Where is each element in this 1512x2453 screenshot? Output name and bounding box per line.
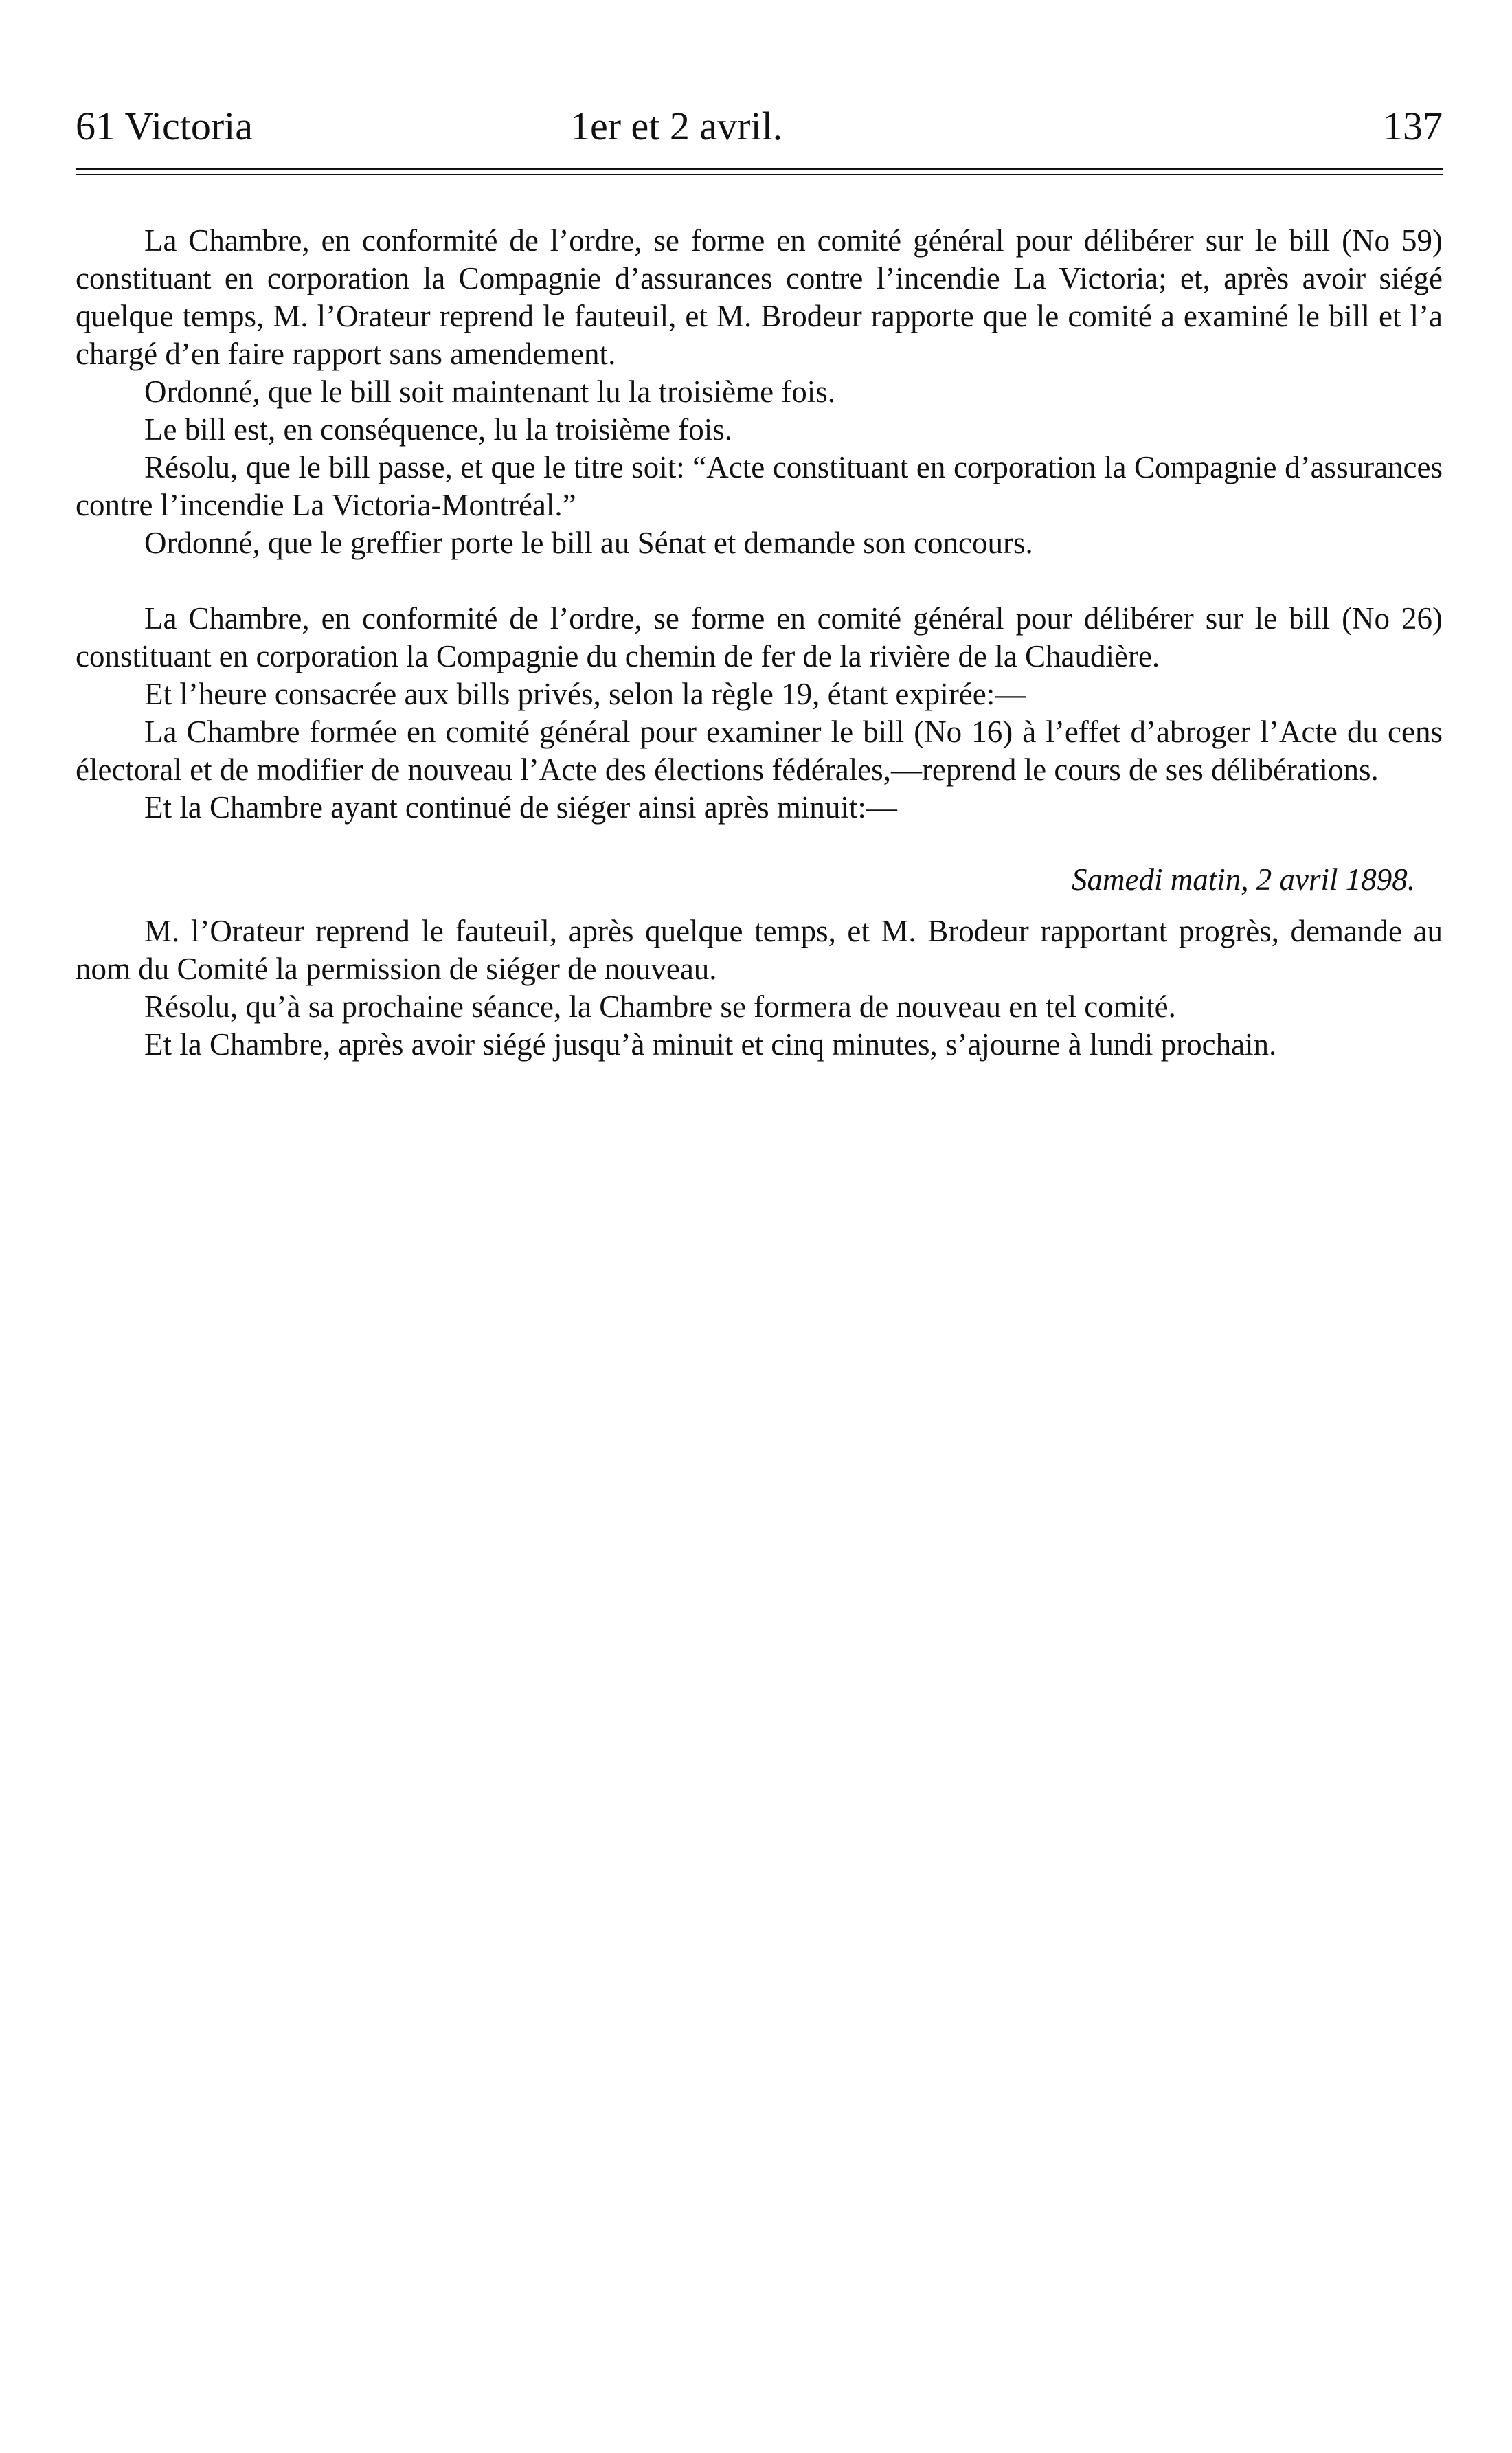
journal-body <box>76 222 1443 1064</box>
paragraph: Et la Chambre ayant continué de siéger ainsi après minuit:— <box>144 790 897 825</box>
sitting-date: Samedi matin, 2 avril 1898. <box>1072 862 1415 897</box>
paragraph: La Chambre, en conformité de l’ordre, se forme en comité général pour délibérer sur le bill (No 59) constituant en corporation la Compagnie d’assurances contre l’incendie La Victoria; et, après avoir siégé quelque temps, M. l’Orateur reprend le fauteuil, et M. Brodeur rapporte que le comité a examiné le bill et l’a chargé d’en faire rapport sans amendement. <box>76 223 1443 371</box>
section-gap <box>76 562 1443 600</box>
paragraph: Le bill est, en conséquence, lu la troisième fois. <box>144 412 732 447</box>
header-rule <box>76 168 1443 175</box>
section-continuation <box>76 912 1443 1064</box>
header-session: 61 Victoria <box>76 104 253 148</box>
paragraph: Ordonné, que le greffier porte le bill au Sénat et demande son concours. <box>144 526 1033 560</box>
paragraph: Résolu, que le bill passe, et que le titre soit: “Acte constituant en corporation la Compagnie d’assurances contre l’incendie La Victoria-Montréal.” <box>76 450 1443 522</box>
header-date: 1er et 2 avril. <box>570 104 783 148</box>
paragraph: Et la Chambre, après avoir siégé jusqu’à minuit et cinq minutes, s’ajourne à lundi prochain. <box>144 1027 1277 1062</box>
running-header <box>76 103 1443 158</box>
document-page <box>76 103 1443 1064</box>
paragraph: La Chambre, en conformité de l’ordre, se forme en comité général pour délibérer sur le bill (No 26) constituant en corporation la Compagnie du chemin de fer de la rivière de la Chaudière. <box>76 601 1443 673</box>
paragraph: Et l’heure consacrée aux bills privés, selon la règle 19, étant expirée:— <box>144 677 1026 711</box>
paragraph: La Chambre formée en comité général pour examiner le bill (No 16) à l’effet d’abroger l’Acte du cens électoral et de modifier de nouveau l’Acte des élections fédérales,—reprend le cours de ses délibérations. <box>76 715 1443 787</box>
paragraph: M. l’Orateur reprend le fauteuil, après quelque temps, et M. Brodeur rapportant progrès, demande au nom du Comité la permission de siéger de nouveau. <box>76 914 1443 986</box>
paragraph: Ordonné, que le bill soit maintenant lu la troisième fois. <box>144 374 836 409</box>
paragraph: Résolu, qu’à sa prochaine séance, la Chambre se formera de nouveau en tel comité. <box>144 989 1176 1024</box>
page-number: 137 <box>1383 104 1443 148</box>
